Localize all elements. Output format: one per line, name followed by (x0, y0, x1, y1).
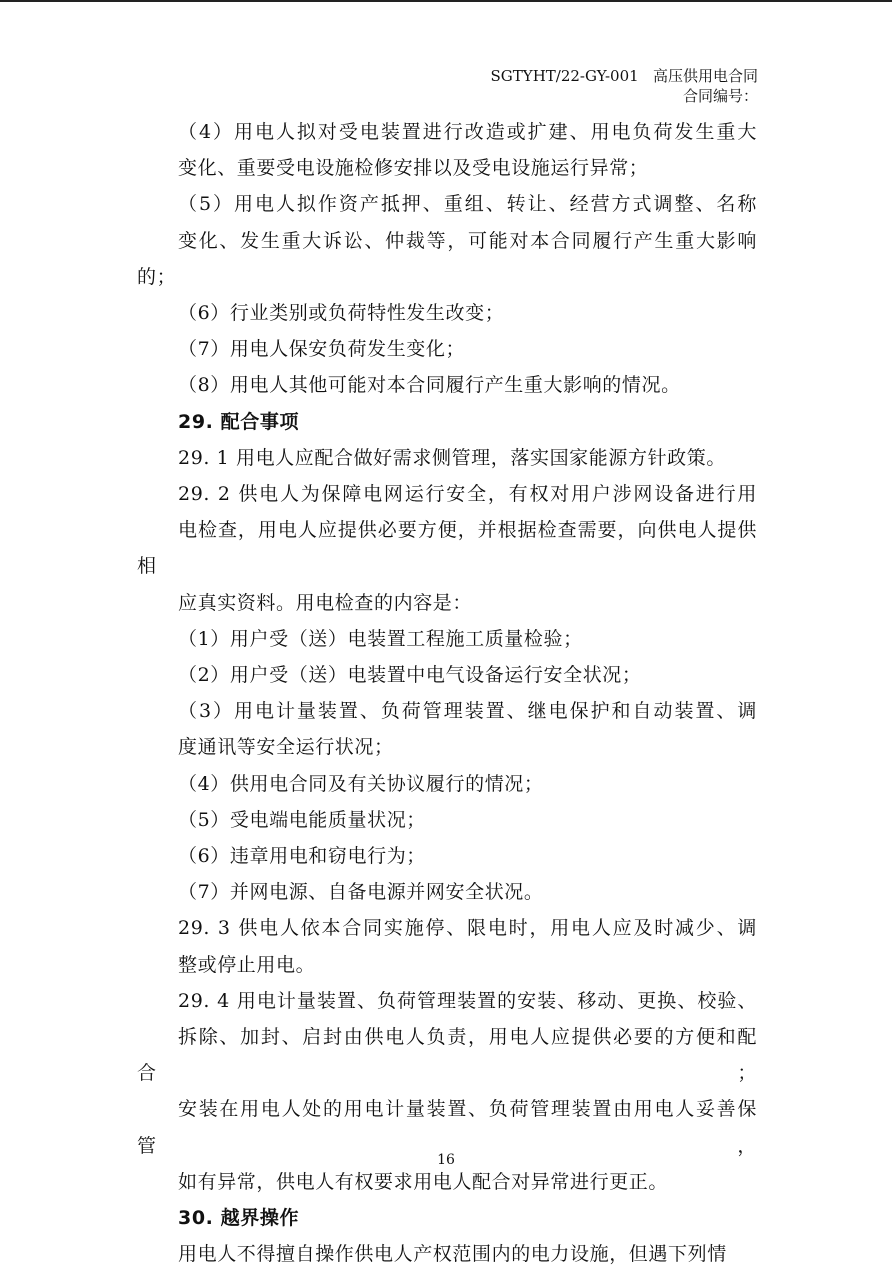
text-line: 29. 1 用电人应配合做好需求侧管理，落实国家能源方针政策。 (178, 446, 726, 469)
text-line: 变化、重要受电设施检修安排以及受电设施运行异常； (178, 157, 649, 180)
doc-code: SGTYHT/22-GY-001 (490, 67, 639, 85)
text-line: （5）用电人拟作资产抵押、重组、转让、经营方式调整、名称 (178, 193, 757, 216)
paragraph (137, 295, 757, 331)
text-line: 30. 越界操作 (178, 1207, 300, 1230)
text-line: 29. 配合事项 (178, 410, 300, 433)
text-line: 拆除、加封、启封由供电人负责，用电人应提供必要的方便和配合； (137, 1026, 757, 1085)
paragraph (137, 186, 757, 295)
text-line: （6）行业类别或负荷特性发生改变； (178, 302, 505, 325)
paragraph (137, 802, 757, 838)
text-line: 29. 3 供电人依本合同实施停、限电时，用电人应及时减少、调 (178, 917, 757, 940)
paragraph (137, 910, 757, 982)
paragraph (137, 838, 757, 874)
paragraph (137, 766, 757, 802)
text-line: 应真实资料。用电检查的内容是： (178, 591, 473, 614)
section-heading (137, 1200, 757, 1236)
text-line: （6）违章用电和窃电行为； (178, 845, 426, 868)
contract-no-label: 合同编号： (682, 87, 758, 105)
paragraph (137, 693, 757, 765)
text-line: 整或停止用电。 (178, 953, 316, 976)
text-line: （8）用电人其他可能对本合同履行产生重大影响的情况。 (178, 374, 681, 397)
text-line: 度通讯等安全运行状况； (178, 736, 394, 759)
text-line: （7）用电人保安负荷发生变化； (178, 338, 466, 361)
text-line: 电检查，用电人应提供必要方便，并根据检查需要，向供电人提供相 (137, 519, 757, 578)
paragraph (137, 440, 757, 476)
text-line: （1）用户受（送）电装置工程施工质量检验； (178, 627, 583, 650)
paragraph (137, 331, 757, 367)
header-line-1 (491, 66, 758, 86)
text-line: （3）用电计量装置、负荷管理装置、继电保护和自动装置、调 (178, 700, 757, 723)
text-line: （4）用电人拟对受电装置进行改造或扩建、用电负荷发生重大 (178, 121, 757, 143)
paragraph (137, 114, 757, 186)
paragraph (137, 621, 757, 657)
page-number: 16 (437, 1152, 455, 1168)
paragraph (137, 657, 757, 693)
doc-title: 高压供用电合同 (652, 67, 758, 85)
section-heading (137, 404, 757, 440)
text-line: 变化、发生重大诉讼、仲裁等，可能对本合同履行产生重大影响的； (137, 229, 757, 288)
text-line: 用电人不得擅自操作供电人产权范围内的电力设施，但遇下列情 (178, 1243, 727, 1266)
text-line: 安装在用电人处的用电计量装置、负荷管理装置由用电人妥善保管， (137, 1098, 757, 1157)
paragraph (137, 476, 757, 621)
paragraph (137, 1236, 757, 1272)
text-line: （5）受电端电能质量状况； (178, 808, 426, 831)
text-line: 如有异常，供电人有权要求用电人配合对异常进行更正。 (178, 1170, 669, 1193)
text-line: 29. 2 供电人为保障电网运行安全，有权对用户涉网设备进行用 (178, 483, 757, 506)
paragraph (137, 874, 757, 910)
text-line: （7）并网电源、自备电源并网安全状况。 (178, 881, 544, 904)
paragraph (137, 367, 757, 403)
page-header (491, 66, 758, 106)
text-line: （4）供用电合同及有关协议履行的情况； (178, 772, 544, 795)
text-line: 29. 4 用电计量装置、负荷管理装置的安装、移动、更换、校验、 (178, 989, 757, 1012)
document-body (137, 114, 757, 1273)
text-line: （2）用户受（送）电装置中电气设备运行安全状况； (178, 664, 642, 687)
